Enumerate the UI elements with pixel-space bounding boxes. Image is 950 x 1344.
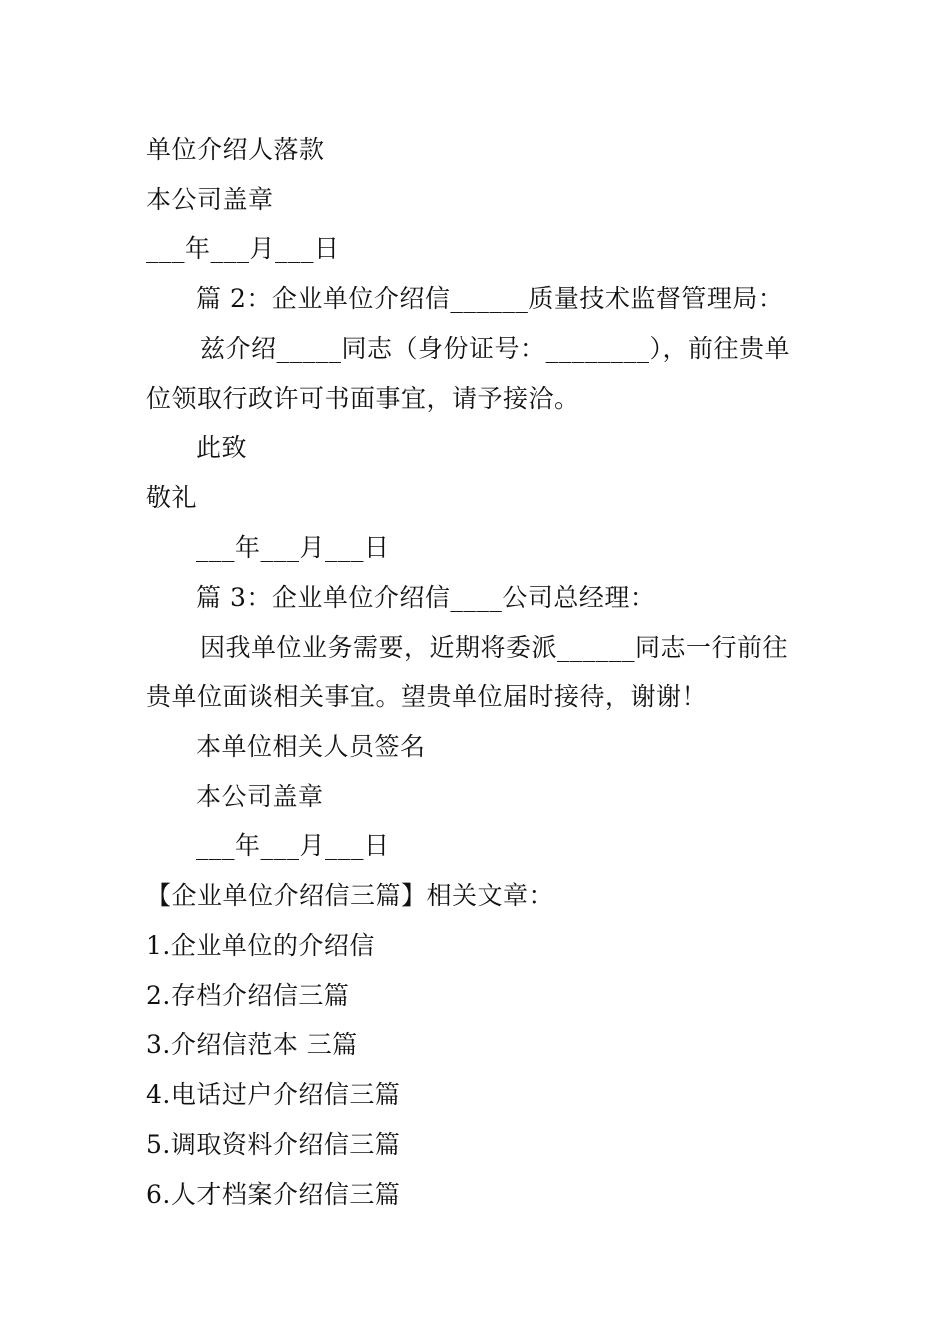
letter-3-signature-line: 本单位相关人员签名: [196, 732, 426, 761]
related-article-link[interactable]: 6.人才档案介绍信三篇: [146, 1180, 401, 1209]
letter-3-seal-line: 本公司盖章: [196, 782, 324, 811]
letter-2-date-line: ___年___月___日: [196, 533, 390, 562]
letter-3-heading: 篇 3：企业单位介绍信____公司总经理：: [196, 583, 656, 612]
sender-signature-line: 单位介绍人落款: [146, 135, 325, 164]
letter-3-date-line: ___年___月___日: [196, 831, 390, 860]
related-article-link[interactable]: 1.企业单位的介绍信: [146, 931, 375, 960]
letter-3-body-line-1: 因我单位业务需要，近期将委派______同志一行前往: [200, 633, 789, 662]
letter-3-body-line-2: 贵单位面谈相关事宜。望贵单位届时接待，谢谢！: [146, 682, 708, 711]
closing-jingli: 敬礼: [146, 483, 198, 512]
related-articles-heading: 【企业单位介绍信三篇】相关文章：: [146, 881, 555, 910]
closing-cizhi: 此致: [196, 433, 248, 462]
related-article-link[interactable]: 2.存档介绍信三篇: [146, 981, 350, 1010]
company-seal-line: 本公司盖章: [146, 185, 274, 214]
related-article-link[interactable]: 3.介绍信范本 三篇: [146, 1030, 358, 1059]
related-article-link[interactable]: 5.调取资料介绍信三篇: [146, 1130, 401, 1159]
date-line: ___年___月___日: [146, 234, 340, 263]
letter-2-body-line-2: 位领取行政许可书面事宜，请予接洽。: [146, 384, 580, 413]
letter-2-heading: 篇 2：企业单位介绍信______质量技术监督管理局：: [196, 284, 784, 313]
related-article-link[interactable]: 4.电话过户介绍信三篇: [146, 1080, 401, 1109]
letter-2-body-line-1: 兹介绍_____同志（身份证号：________），前往贵单: [200, 334, 791, 363]
